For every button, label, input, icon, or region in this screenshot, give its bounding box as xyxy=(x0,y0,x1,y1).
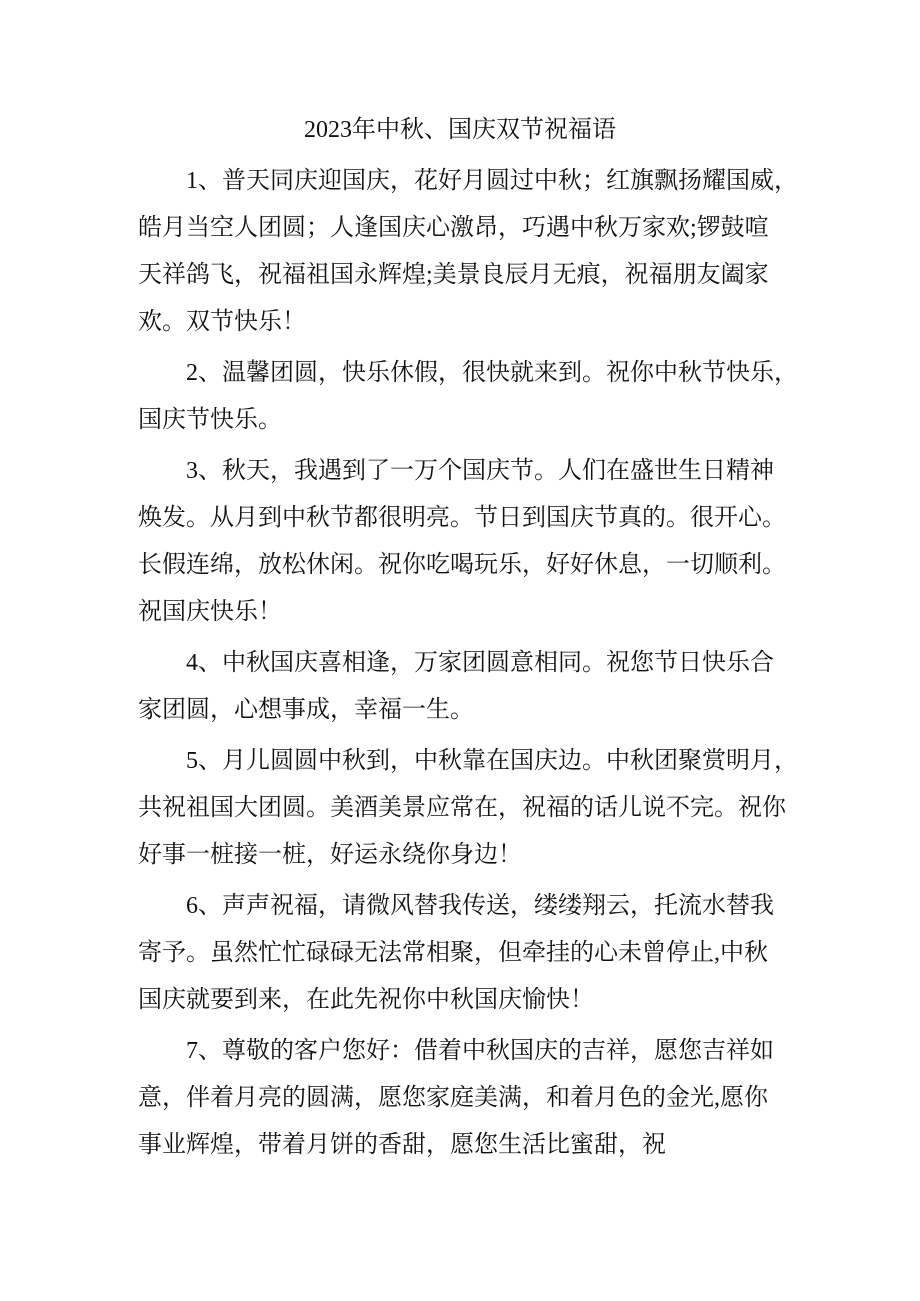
document-title: 2023年中秋、国庆双节祝福语 xyxy=(304,117,616,143)
document-body xyxy=(138,158,798,1173)
text-line: 3、秋天，我遇到了一万个国庆节。人们在盛世生日精神 xyxy=(186,458,774,484)
paragraph-6 xyxy=(138,883,798,1024)
text-line: 好事一桩接一桩，好运永绕你身边！ xyxy=(138,842,522,868)
text-line: 焕发。从月到中秋节都很明亮。节日到国庆节真的。很开心。 xyxy=(138,505,786,531)
paragraph-5 xyxy=(138,738,798,879)
paragraph-7 xyxy=(138,1028,798,1169)
text-line: 皓月当空人团圆；人逢国庆心激昂，巧遇中秋万家欢;锣鼓喧 xyxy=(138,215,769,241)
paragraph-4 xyxy=(138,640,798,734)
text-line: 祝国庆快乐！ xyxy=(138,599,282,625)
text-line: 长假连绵，放松休闲。祝你吃喝玩乐，好好休息，一切顺利。 xyxy=(138,552,786,578)
paragraph-1 xyxy=(138,158,798,346)
text-line: 5、月儿圆圆中秋到，中秋靠在国庆边。中秋团聚赏明月， xyxy=(186,748,798,774)
text-line: 4、中秋国庆喜相逢，万家团圆意相同。祝您节日快乐合 xyxy=(186,650,774,676)
text-line: 7、尊敬的客户您好：借着中秋国庆的吉祥，愿您吉祥如 xyxy=(186,1038,774,1064)
paragraph-3 xyxy=(138,448,798,636)
text-line: 2、温馨团圆，快乐休假，很快就来到。祝你中秋节快乐， xyxy=(186,360,798,386)
text-line: 国庆就要到来，在此先祝你中秋国庆愉快！ xyxy=(138,987,594,1013)
text-line: 寄予。虽然忙忙碌碌无法常相聚，但牵挂的心未曾停止,中秋 xyxy=(138,940,768,966)
text-line: 天祥鸽飞，祝福祖国永辉煌;美景良辰月无痕，祝福朋友阖家 xyxy=(138,262,769,288)
text-line: 国庆节快乐。 xyxy=(138,407,282,433)
text-line: 事业辉煌，带着月饼的香甜，愿您生活比蜜甜，祝 xyxy=(138,1132,666,1158)
text-line: 共祝祖国大团圆。美酒美景应常在，祝福的话儿说不完。祝你 xyxy=(138,795,786,821)
text-line: 6、声声祝福，请微风替我传送，缕缕翔云，托流水替我 xyxy=(186,893,774,919)
text-line: 欢。双节快乐！ xyxy=(138,309,306,335)
text-line: 家团圆，心想事成，幸福一生。 xyxy=(138,697,474,723)
text-line: 意，伴着月亮的圆满，愿您家庭美满，和着月色的金光,愿你 xyxy=(138,1085,768,1111)
text-line: 1、普天同庆迎国庆，花好月圆过中秋；红旗飘扬耀国威， xyxy=(186,168,798,194)
paragraph-2 xyxy=(138,350,798,444)
